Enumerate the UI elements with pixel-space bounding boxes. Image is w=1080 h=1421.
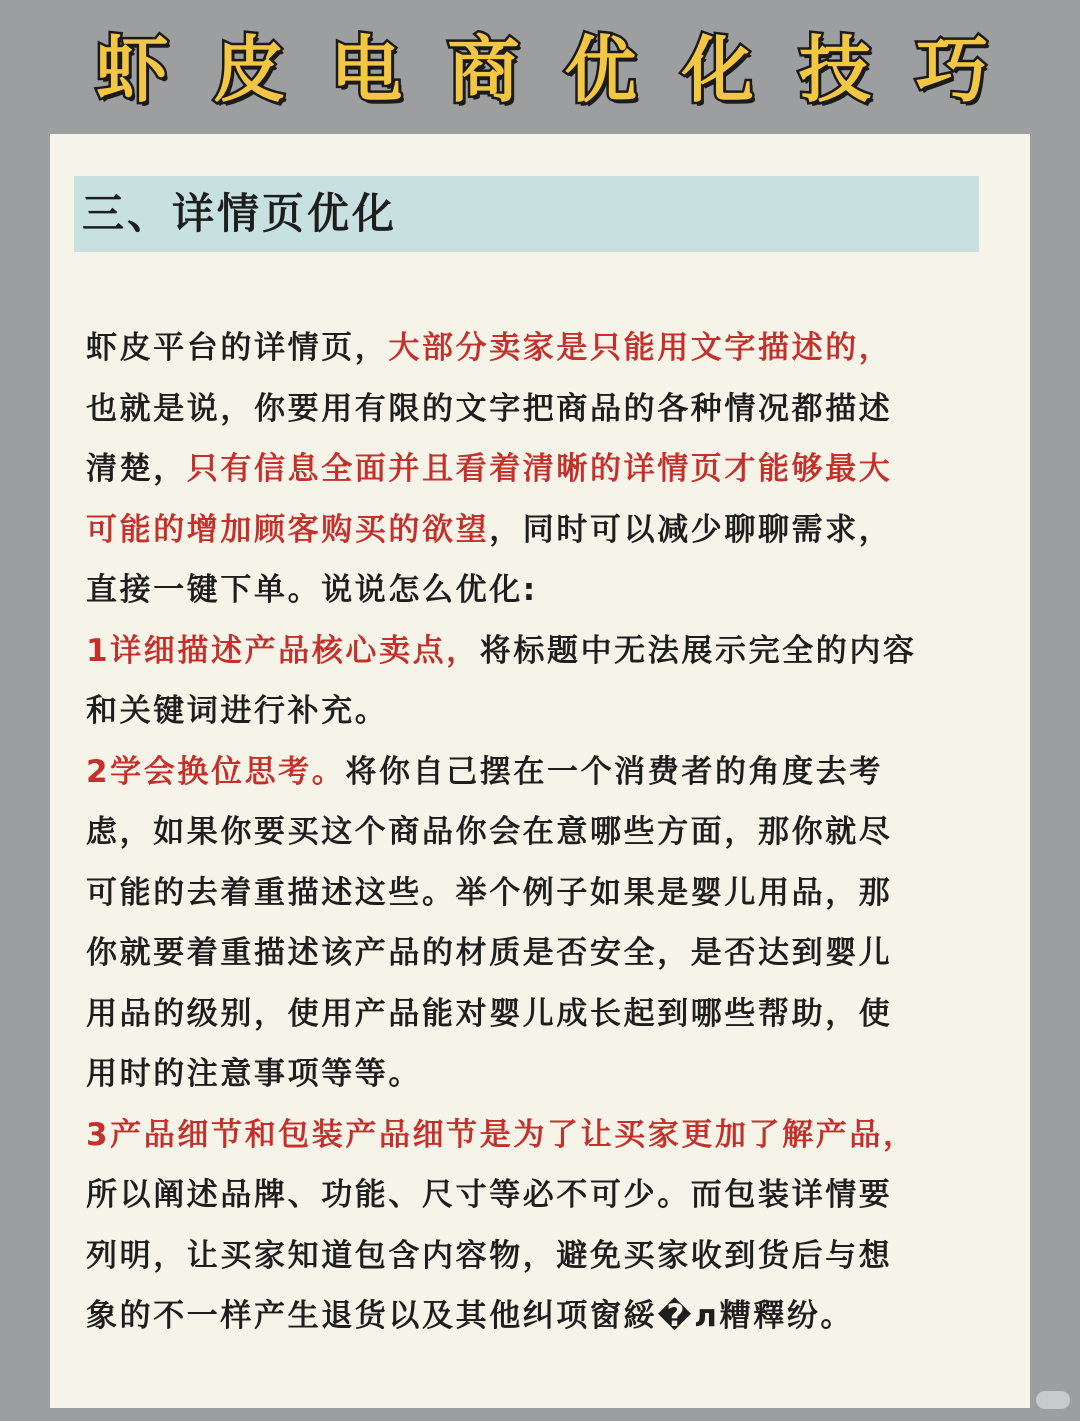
line-text: ，同时可以减少聊聊需求，	[489, 511, 893, 548]
section-title: 三、详情页优化	[82, 189, 398, 238]
banner-char: 商	[447, 28, 520, 112]
text-line	[86, 1165, 986, 1226]
text-line	[86, 318, 986, 379]
banner-char: 巧	[915, 28, 988, 112]
banner-char: 皮	[213, 28, 286, 112]
banner-char: 电	[330, 28, 403, 112]
banner-title	[0, 22, 1080, 118]
banner-char: 虾	[96, 28, 169, 112]
line-text: 和关键词进行补充。	[86, 693, 389, 729]
text-line	[86, 681, 986, 742]
text-line	[86, 439, 986, 500]
text-line	[86, 560, 986, 621]
line-text: 所以阐述品牌、功能、尺寸等必不可少。而包装详情要	[86, 1177, 893, 1213]
line-text: 虾皮平台的详情页，	[86, 330, 389, 366]
text-line	[86, 379, 986, 440]
banner-char: 技	[798, 28, 871, 112]
text-line	[86, 1044, 986, 1105]
text-line	[86, 742, 986, 803]
line-text: 也就是说，你要用有限的文字把商品的各种情况都描述	[86, 390, 893, 427]
content-card	[50, 134, 1030, 1408]
line-text: 清楚，	[86, 451, 187, 487]
text-line	[86, 863, 986, 924]
highlight-text: 可能的增加顾客购买的欲望	[86, 511, 490, 548]
line-text: 将标题中无法展示完全的内容	[479, 632, 917, 669]
highlight-text: 大部分卖家是只能用文字描述的，	[388, 330, 893, 366]
highlight-text: 3产品细节和包装产品细节是为了让买家更加了解产品，	[86, 1116, 917, 1153]
text-line	[86, 923, 986, 984]
line-text: 列明，让买家知道包含内容物，避免买家收到货后与想	[86, 1237, 893, 1274]
banner-char: 化	[681, 28, 754, 112]
banner-char: 优	[564, 28, 637, 112]
line-text: 用品的级别，使用产品能对婴儿成长起到哪些帮助，使	[86, 995, 893, 1032]
section-header	[74, 176, 979, 252]
text-line	[86, 621, 986, 682]
text-line	[86, 802, 986, 863]
line-text: 你就要着重描述该产品的材质是否安全，是否达到婴儿	[86, 935, 893, 971]
highlight-text: 只有信息全面并且看着清晰的详情页才能够最大	[186, 451, 893, 487]
line-text: 直接一键下单。说说怎么优化:	[86, 572, 538, 608]
text-line	[86, 1226, 986, 1287]
line-text: 象的不一样产生退货以及其他纠项窗綏�л糟釋纷。	[86, 1298, 855, 1334]
line-text: 用时的注意事项等等。	[86, 1056, 422, 1092]
text-line	[86, 1286, 986, 1347]
text-line	[86, 984, 986, 1045]
highlight-text: 2学会换位思考。	[86, 753, 346, 790]
line-text: 可能的去着重描述这些。举个例子如果是婴儿用品，那	[86, 874, 893, 911]
body-text	[86, 318, 986, 1347]
line-text: 虑，如果你要买这个商品你会在意哪些方面，那你就尽	[86, 814, 893, 850]
line-text: 将你自己摆在一个消费者的角度去考	[345, 753, 883, 790]
highlight-text: 1详细描述产品核心卖点，	[86, 632, 480, 669]
text-line	[86, 1105, 986, 1166]
watermark-badge	[1036, 1391, 1070, 1409]
text-line	[86, 500, 986, 561]
